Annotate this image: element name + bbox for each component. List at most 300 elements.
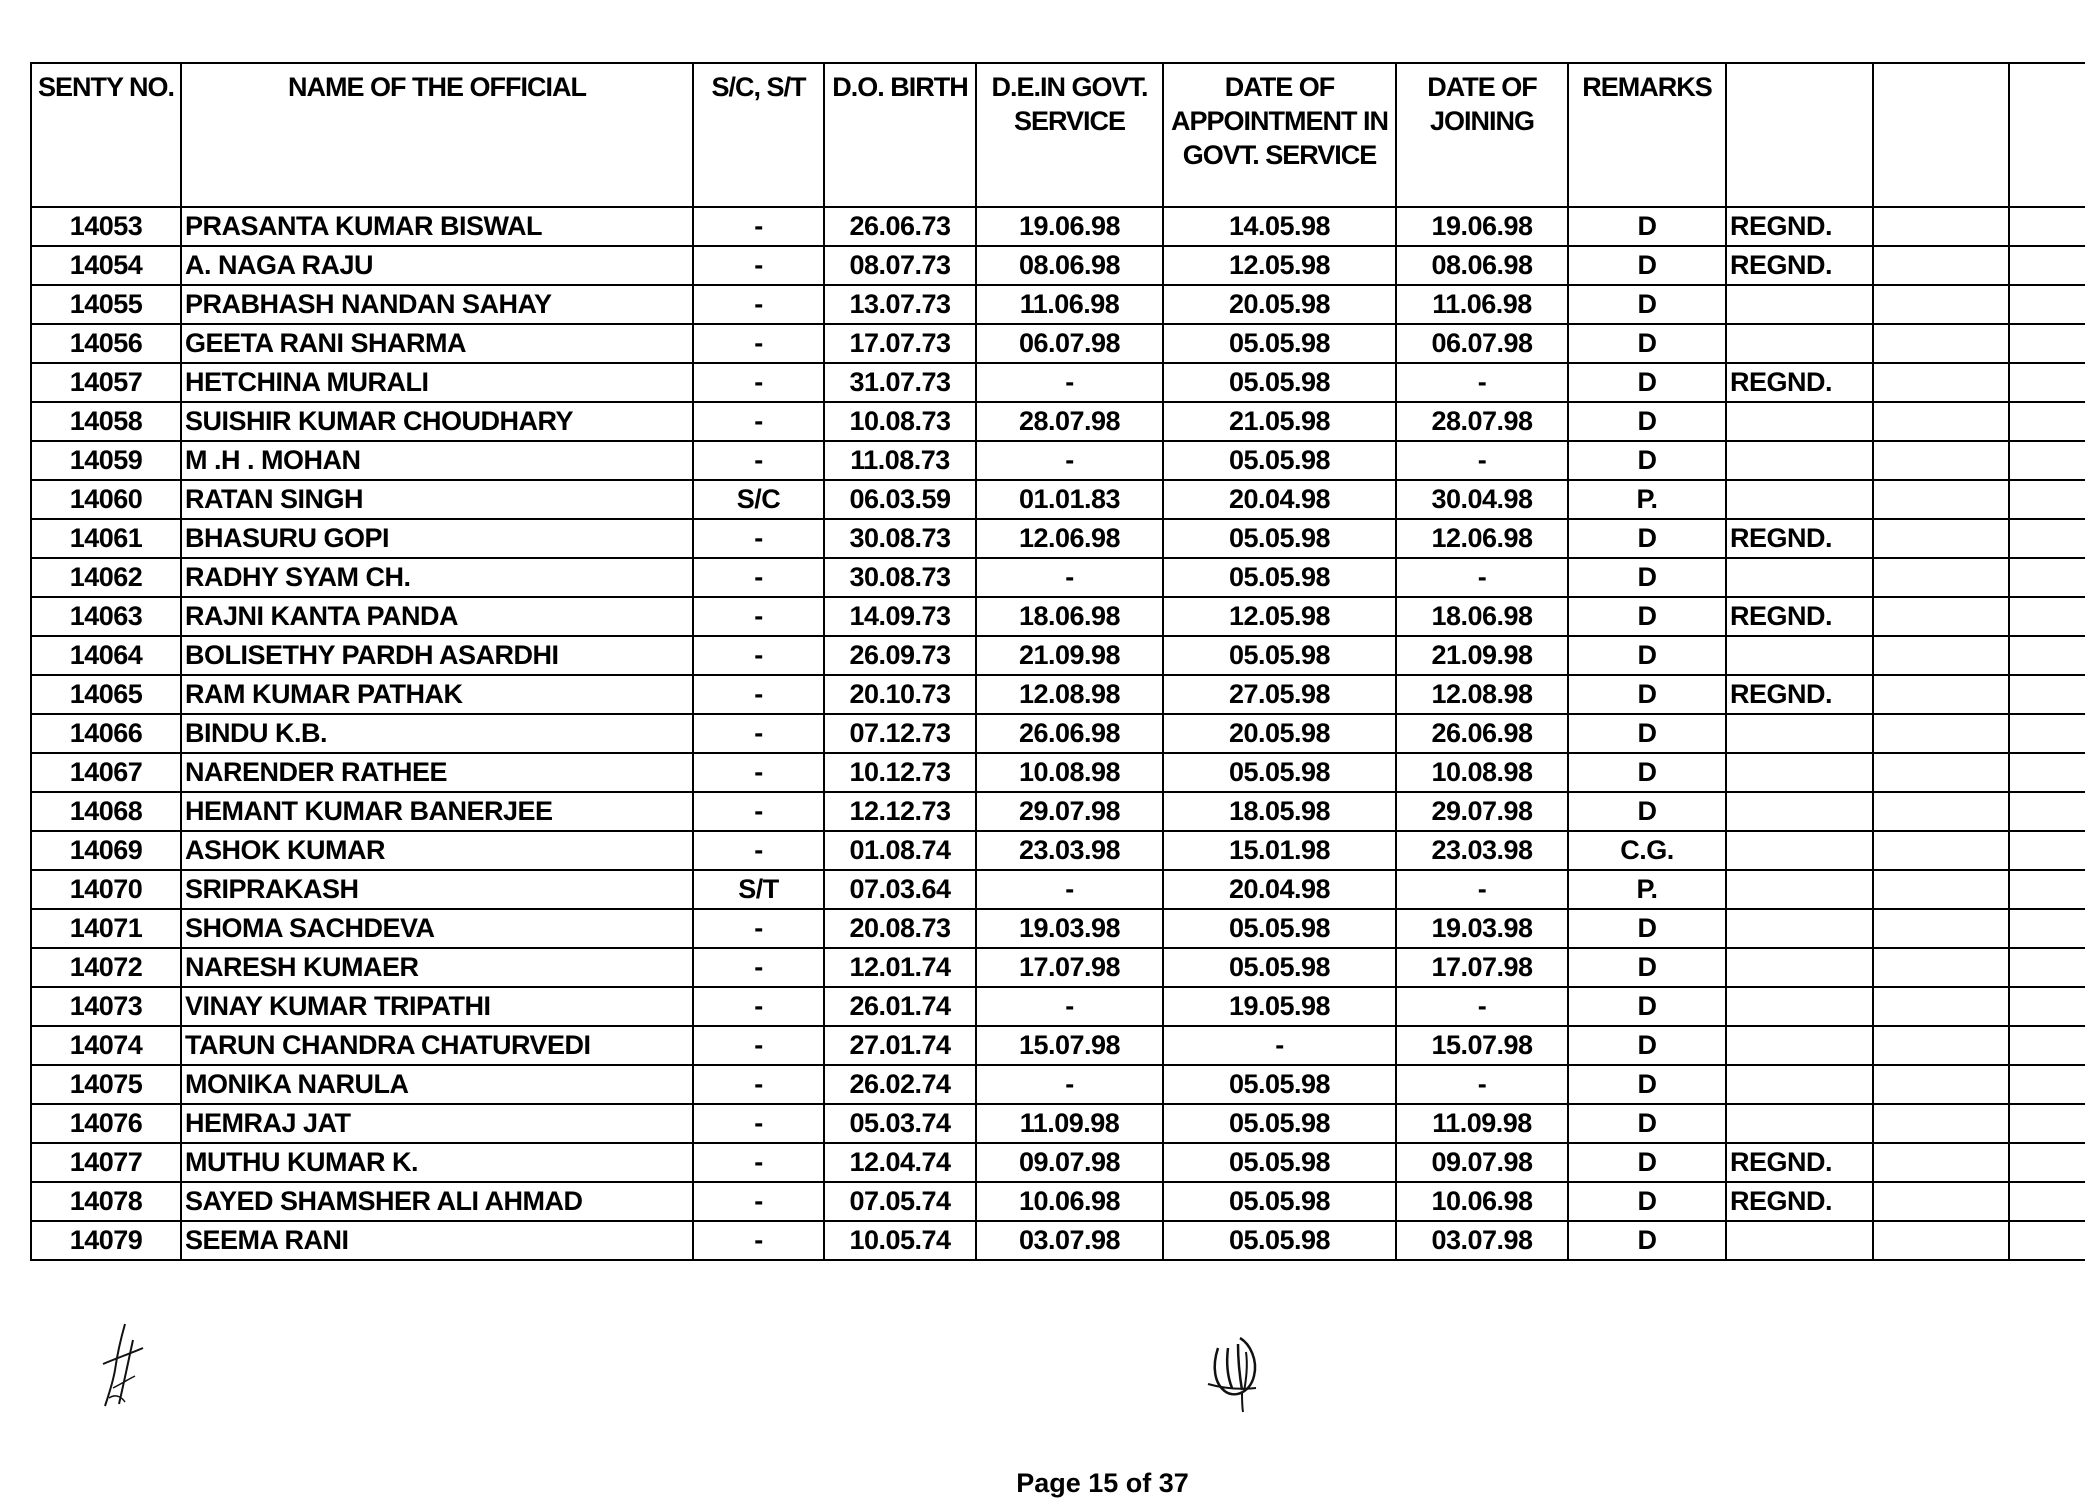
- remarks-cell: D: [1568, 1104, 1726, 1143]
- blank-cell: [1873, 987, 2009, 1026]
- senty-no-cell: 14069: [31, 831, 181, 870]
- senty-no-cell: 14077: [31, 1143, 181, 1182]
- official-name-cell: SHOMA SACHDEVA: [181, 909, 693, 948]
- date-of-birth-cell: 26.06.73: [824, 207, 976, 246]
- date-of-joining-cell: 28.07.98: [1396, 402, 1568, 441]
- remarks-cell: D: [1568, 597, 1726, 636]
- table-row: [31, 324, 2085, 363]
- sc-st-cell: -: [693, 753, 824, 792]
- official-name-cell: TARUN CHANDRA CHATURVEDI: [181, 1026, 693, 1065]
- regnd-note-cell: [1726, 285, 1873, 324]
- table-row: [31, 246, 2085, 285]
- senty-no-cell: 14066: [31, 714, 181, 753]
- de-in-govt-service-cell: -: [976, 441, 1163, 480]
- date-of-joining-cell: -: [1396, 558, 1568, 597]
- senty-no-cell: 14076: [31, 1104, 181, 1143]
- de-in-govt-service-cell: 23.03.98: [976, 831, 1163, 870]
- remarks-cell: D: [1568, 1065, 1726, 1104]
- date-of-birth-cell: 10.05.74: [824, 1221, 976, 1260]
- remarks-cell: P.: [1568, 480, 1726, 519]
- blank-cell: [2009, 1221, 2085, 1260]
- seniority-table: [30, 62, 2085, 1261]
- de-in-govt-service-cell: 10.06.98: [976, 1182, 1163, 1221]
- blank-cell: [2009, 1104, 2085, 1143]
- date-of-appointment-cell: 20.04.98: [1163, 480, 1396, 519]
- table-body: [31, 207, 2085, 1260]
- header-blank-1: [1726, 63, 1873, 207]
- regnd-note-cell: REGND.: [1726, 519, 1873, 558]
- table-row: [31, 1026, 2085, 1065]
- de-in-govt-service-cell: 01.01.83: [976, 480, 1163, 519]
- official-name-cell: MUTHU KUMAR K.: [181, 1143, 693, 1182]
- date-of-appointment-cell: 05.05.98: [1163, 636, 1396, 675]
- blank-cell: [1873, 714, 2009, 753]
- date-of-joining-cell: 30.04.98: [1396, 480, 1568, 519]
- blank-cell: [2009, 831, 2085, 870]
- remarks-cell: P.: [1568, 870, 1726, 909]
- remarks-cell: D: [1568, 441, 1726, 480]
- table-row: [31, 597, 2085, 636]
- sc-st-cell: -: [693, 636, 824, 675]
- regnd-note-cell: [1726, 558, 1873, 597]
- blank-cell: [2009, 792, 2085, 831]
- date-of-birth-cell: 12.01.74: [824, 948, 976, 987]
- de-in-govt-service-cell: 03.07.98: [976, 1221, 1163, 1260]
- table-row: [31, 987, 2085, 1026]
- remarks-cell: D: [1568, 324, 1726, 363]
- blank-cell: [1873, 1026, 2009, 1065]
- sc-st-cell: -: [693, 324, 824, 363]
- blank-cell: [1873, 207, 2009, 246]
- date-of-joining-cell: 06.07.98: [1396, 324, 1568, 363]
- blank-cell: [2009, 207, 2085, 246]
- regnd-note-cell: [1726, 909, 1873, 948]
- senty-no-cell: 14065: [31, 675, 181, 714]
- date-of-birth-cell: 14.09.73: [824, 597, 976, 636]
- date-of-appointment-cell: 20.04.98: [1163, 870, 1396, 909]
- senty-no-cell: 14075: [31, 1065, 181, 1104]
- remarks-cell: D: [1568, 792, 1726, 831]
- de-in-govt-service-cell: -: [976, 987, 1163, 1026]
- date-of-appointment-cell: 05.05.98: [1163, 1104, 1396, 1143]
- signature-left-icon: [95, 1318, 155, 1410]
- senty-no-cell: 14054: [31, 246, 181, 285]
- table-row: [31, 909, 2085, 948]
- date-of-joining-cell: 09.07.98: [1396, 1143, 1568, 1182]
- date-of-joining-cell: 10.08.98: [1396, 753, 1568, 792]
- senty-no-cell: 14060: [31, 480, 181, 519]
- date-of-appointment-cell: 14.05.98: [1163, 207, 1396, 246]
- regnd-note-cell: REGND.: [1726, 207, 1873, 246]
- regnd-note-cell: REGND.: [1726, 675, 1873, 714]
- date-of-birth-cell: 26.02.74: [824, 1065, 976, 1104]
- date-of-joining-cell: 11.06.98: [1396, 285, 1568, 324]
- sc-st-cell: S/C: [693, 480, 824, 519]
- date-of-birth-cell: 05.03.74: [824, 1104, 976, 1143]
- date-of-birth-cell: 27.01.74: [824, 1026, 976, 1065]
- header-senty-no: SENTY NO.: [31, 63, 181, 207]
- official-name-cell: BINDU K.B.: [181, 714, 693, 753]
- remarks-cell: D: [1568, 519, 1726, 558]
- page-number: Page 15 of 37: [1016, 1468, 1189, 1498]
- blank-cell: [2009, 1065, 2085, 1104]
- de-in-govt-service-cell: 11.06.98: [976, 285, 1163, 324]
- date-of-joining-cell: -: [1396, 1065, 1568, 1104]
- blank-cell: [2009, 675, 2085, 714]
- senty-no-cell: 14073: [31, 987, 181, 1026]
- sc-st-cell: -: [693, 441, 824, 480]
- blank-cell: [2009, 909, 2085, 948]
- table-row: [31, 870, 2085, 909]
- remarks-cell: D: [1568, 636, 1726, 675]
- official-name-cell: RADHY SYAM CH.: [181, 558, 693, 597]
- blank-cell: [2009, 1182, 2085, 1221]
- remarks-cell: D: [1568, 363, 1726, 402]
- de-in-govt-service-cell: 12.06.98: [976, 519, 1163, 558]
- date-of-birth-cell: 07.03.64: [824, 870, 976, 909]
- remarks-cell: D: [1568, 558, 1726, 597]
- blank-cell: [2009, 285, 2085, 324]
- sc-st-cell: -: [693, 1026, 824, 1065]
- table-row: [31, 753, 2085, 792]
- header-blank-2: [1873, 63, 2009, 207]
- official-name-cell: A. NAGA RAJU: [181, 246, 693, 285]
- sc-st-cell: -: [693, 675, 824, 714]
- regnd-note-cell: [1726, 441, 1873, 480]
- de-in-govt-service-cell: -: [976, 558, 1163, 597]
- senty-no-cell: 14055: [31, 285, 181, 324]
- senty-no-cell: 14058: [31, 402, 181, 441]
- table-row: [31, 519, 2085, 558]
- date-of-joining-cell: -: [1396, 987, 1568, 1026]
- date-of-appointment-cell: 05.05.98: [1163, 1065, 1396, 1104]
- de-in-govt-service-cell: -: [976, 363, 1163, 402]
- date-of-birth-cell: 31.07.73: [824, 363, 976, 402]
- official-name-cell: HETCHINA MURALI: [181, 363, 693, 402]
- date-of-appointment-cell: 20.05.98: [1163, 714, 1396, 753]
- table-row: [31, 1143, 2085, 1182]
- remarks-cell: D: [1568, 987, 1726, 1026]
- official-name-cell: SAYED SHAMSHER ALI AHMAD: [181, 1182, 693, 1221]
- date-of-birth-cell: 07.12.73: [824, 714, 976, 753]
- de-in-govt-service-cell: 09.07.98: [976, 1143, 1163, 1182]
- date-of-birth-cell: 11.08.73: [824, 441, 976, 480]
- blank-cell: [2009, 636, 2085, 675]
- sc-st-cell: -: [693, 363, 824, 402]
- blank-cell: [1873, 402, 2009, 441]
- table-row: [31, 1104, 2085, 1143]
- table-row: [31, 402, 2085, 441]
- sc-st-cell: S/T: [693, 870, 824, 909]
- senty-no-cell: 14053: [31, 207, 181, 246]
- date-of-birth-cell: 08.07.73: [824, 246, 976, 285]
- date-of-appointment-cell: 05.05.98: [1163, 909, 1396, 948]
- de-in-govt-service-cell: -: [976, 1065, 1163, 1104]
- date-of-birth-cell: 10.08.73: [824, 402, 976, 441]
- date-of-joining-cell: 08.06.98: [1396, 246, 1568, 285]
- blank-cell: [2009, 1026, 2085, 1065]
- de-in-govt-service-cell: 28.07.98: [976, 402, 1163, 441]
- senty-no-cell: 14074: [31, 1026, 181, 1065]
- date-of-appointment-cell: -: [1163, 1026, 1396, 1065]
- date-of-appointment-cell: 21.05.98: [1163, 402, 1396, 441]
- date-of-joining-cell: 12.08.98: [1396, 675, 1568, 714]
- date-of-birth-cell: 30.08.73: [824, 558, 976, 597]
- remarks-cell: D: [1568, 1182, 1726, 1221]
- header-date-of-appointment: DATE OF APPOINTMENT IN GOVT. SERVICE: [1163, 63, 1396, 207]
- remarks-cell: C.G.: [1568, 831, 1726, 870]
- regnd-note-cell: [1726, 831, 1873, 870]
- date-of-joining-cell: 12.06.98: [1396, 519, 1568, 558]
- blank-cell: [1873, 636, 2009, 675]
- regnd-note-cell: [1726, 1065, 1873, 1104]
- header-remarks: REMARKS: [1568, 63, 1726, 207]
- official-name-cell: SUISHIR KUMAR CHOUDHARY: [181, 402, 693, 441]
- blank-cell: [2009, 987, 2085, 1026]
- regnd-note-cell: [1726, 792, 1873, 831]
- sc-st-cell: -: [693, 519, 824, 558]
- date-of-appointment-cell: 05.05.98: [1163, 558, 1396, 597]
- sc-st-cell: -: [693, 246, 824, 285]
- blank-cell: [2009, 714, 2085, 753]
- senty-no-cell: 14056: [31, 324, 181, 363]
- senty-no-cell: 14070: [31, 870, 181, 909]
- blank-cell: [1873, 558, 2009, 597]
- date-of-joining-cell: -: [1396, 441, 1568, 480]
- date-of-appointment-cell: 05.05.98: [1163, 753, 1396, 792]
- blank-cell: [1873, 831, 2009, 870]
- blank-cell: [1873, 519, 2009, 558]
- date-of-appointment-cell: 05.05.98: [1163, 1182, 1396, 1221]
- blank-cell: [2009, 519, 2085, 558]
- date-of-joining-cell: -: [1396, 363, 1568, 402]
- sc-st-cell: -: [693, 987, 824, 1026]
- date-of-joining-cell: 29.07.98: [1396, 792, 1568, 831]
- remarks-cell: D: [1568, 714, 1726, 753]
- date-of-joining-cell: 11.09.98: [1396, 1104, 1568, 1143]
- regnd-note-cell: [1726, 1221, 1873, 1260]
- regnd-note-cell: [1726, 324, 1873, 363]
- sc-st-cell: -: [693, 792, 824, 831]
- sc-st-cell: -: [693, 909, 824, 948]
- official-name-cell: HEMANT KUMAR BANERJEE: [181, 792, 693, 831]
- official-name-cell: PRASANTA KUMAR BISWAL: [181, 207, 693, 246]
- de-in-govt-service-cell: 11.09.98: [976, 1104, 1163, 1143]
- date-of-appointment-cell: 05.05.98: [1163, 363, 1396, 402]
- blank-cell: [2009, 402, 2085, 441]
- regnd-note-cell: [1726, 987, 1873, 1026]
- official-name-cell: RAM KUMAR PATHAK: [181, 675, 693, 714]
- sc-st-cell: -: [693, 1104, 824, 1143]
- blank-cell: [1873, 285, 2009, 324]
- date-of-birth-cell: 26.01.74: [824, 987, 976, 1026]
- table-row: [31, 207, 2085, 246]
- remarks-cell: D: [1568, 1143, 1726, 1182]
- date-of-joining-cell: 21.09.98: [1396, 636, 1568, 675]
- sc-st-cell: -: [693, 558, 824, 597]
- remarks-cell: D: [1568, 753, 1726, 792]
- de-in-govt-service-cell: 19.06.98: [976, 207, 1163, 246]
- blank-cell: [2009, 948, 2085, 987]
- blank-cell: [1873, 792, 2009, 831]
- official-name-cell: HEMRAJ JAT: [181, 1104, 693, 1143]
- official-name-cell: RATAN SINGH: [181, 480, 693, 519]
- header-blank-3: [2009, 63, 2085, 207]
- blank-cell: [1873, 1221, 2009, 1260]
- date-of-joining-cell: 03.07.98: [1396, 1221, 1568, 1260]
- official-name-cell: NARESH KUMAER: [181, 948, 693, 987]
- table-row: [31, 480, 2085, 519]
- senty-no-cell: 14059: [31, 441, 181, 480]
- table-row: [31, 1065, 2085, 1104]
- sc-st-cell: -: [693, 714, 824, 753]
- regnd-note-cell: [1726, 948, 1873, 987]
- blank-cell: [1873, 870, 2009, 909]
- blank-cell: [1873, 909, 2009, 948]
- regnd-note-cell: [1726, 753, 1873, 792]
- date-of-birth-cell: 12.12.73: [824, 792, 976, 831]
- date-of-joining-cell: 19.06.98: [1396, 207, 1568, 246]
- header-name-of-official: NAME OF THE OFFICIAL: [181, 63, 693, 207]
- table-row: [31, 363, 2085, 402]
- senty-no-cell: 14057: [31, 363, 181, 402]
- blank-cell: [1873, 1182, 2009, 1221]
- sc-st-cell: -: [693, 1221, 824, 1260]
- sc-st-cell: -: [693, 207, 824, 246]
- official-name-cell: SEEMA RANI: [181, 1221, 693, 1260]
- remarks-cell: D: [1568, 1221, 1726, 1260]
- official-name-cell: M .H . MOHAN: [181, 441, 693, 480]
- remarks-cell: D: [1568, 285, 1726, 324]
- senty-no-cell: 14071: [31, 909, 181, 948]
- official-name-cell: NARENDER RATHEE: [181, 753, 693, 792]
- de-in-govt-service-cell: 12.08.98: [976, 675, 1163, 714]
- de-in-govt-service-cell: 26.06.98: [976, 714, 1163, 753]
- blank-cell: [1873, 324, 2009, 363]
- senty-no-cell: 14072: [31, 948, 181, 987]
- table-row: [31, 675, 2085, 714]
- table-row: [31, 714, 2085, 753]
- date-of-birth-cell: 12.04.74: [824, 1143, 976, 1182]
- table-row: [31, 792, 2085, 831]
- date-of-birth-cell: 30.08.73: [824, 519, 976, 558]
- table-row: [31, 1182, 2085, 1221]
- blank-cell: [1873, 1143, 2009, 1182]
- senty-no-cell: 14061: [31, 519, 181, 558]
- date-of-joining-cell: 18.06.98: [1396, 597, 1568, 636]
- remarks-cell: D: [1568, 207, 1726, 246]
- blank-cell: [2009, 441, 2085, 480]
- regnd-note-cell: [1726, 714, 1873, 753]
- regnd-note-cell: REGND.: [1726, 246, 1873, 285]
- date-of-appointment-cell: 05.05.98: [1163, 1143, 1396, 1182]
- remarks-cell: D: [1568, 675, 1726, 714]
- date-of-appointment-cell: 20.05.98: [1163, 285, 1396, 324]
- date-of-birth-cell: 10.12.73: [824, 753, 976, 792]
- date-of-appointment-cell: 05.05.98: [1163, 1221, 1396, 1260]
- table-row: [31, 1221, 2085, 1260]
- blank-cell: [2009, 363, 2085, 402]
- date-of-joining-cell: 15.07.98: [1396, 1026, 1568, 1065]
- date-of-birth-cell: 07.05.74: [824, 1182, 976, 1221]
- remarks-cell: D: [1568, 246, 1726, 285]
- table-row: [31, 636, 2085, 675]
- blank-cell: [2009, 324, 2085, 363]
- regnd-note-cell: REGND.: [1726, 1143, 1873, 1182]
- official-name-cell: BHASURU GOPI: [181, 519, 693, 558]
- official-name-cell: GEETA RANI SHARMA: [181, 324, 693, 363]
- official-name-cell: VINAY KUMAR TRIPATHI: [181, 987, 693, 1026]
- date-of-birth-cell: 06.03.59: [824, 480, 976, 519]
- blank-cell: [1873, 1065, 2009, 1104]
- header-de-in-govt-service: D.E.IN GOVT. SERVICE: [976, 63, 1163, 207]
- date-of-joining-cell: 17.07.98: [1396, 948, 1568, 987]
- de-in-govt-service-cell: 18.06.98: [976, 597, 1163, 636]
- date-of-appointment-cell: 15.01.98: [1163, 831, 1396, 870]
- date-of-appointment-cell: 27.05.98: [1163, 675, 1396, 714]
- date-of-joining-cell: -: [1396, 870, 1568, 909]
- date-of-appointment-cell: 12.05.98: [1163, 597, 1396, 636]
- table-row: [31, 558, 2085, 597]
- official-name-cell: BOLISETHY PARDH ASARDHI: [181, 636, 693, 675]
- blank-cell: [1873, 363, 2009, 402]
- de-in-govt-service-cell: 17.07.98: [976, 948, 1163, 987]
- sc-st-cell: -: [693, 1065, 824, 1104]
- sc-st-cell: -: [693, 285, 824, 324]
- sc-st-cell: -: [693, 1182, 824, 1221]
- de-in-govt-service-cell: 21.09.98: [976, 636, 1163, 675]
- regnd-note-cell: [1726, 870, 1873, 909]
- regnd-note-cell: [1726, 1026, 1873, 1065]
- regnd-note-cell: REGND.: [1726, 1182, 1873, 1221]
- blank-cell: [1873, 441, 2009, 480]
- senty-no-cell: 14078: [31, 1182, 181, 1221]
- blank-cell: [2009, 870, 2085, 909]
- de-in-govt-service-cell: 29.07.98: [976, 792, 1163, 831]
- date-of-birth-cell: 20.08.73: [824, 909, 976, 948]
- de-in-govt-service-cell: -: [976, 870, 1163, 909]
- date-of-appointment-cell: 05.05.98: [1163, 948, 1396, 987]
- sc-st-cell: -: [693, 948, 824, 987]
- blank-cell: [2009, 246, 2085, 285]
- de-in-govt-service-cell: 06.07.98: [976, 324, 1163, 363]
- de-in-govt-service-cell: 15.07.98: [976, 1026, 1163, 1065]
- official-name-cell: MONIKA NARULA: [181, 1065, 693, 1104]
- senty-no-cell: 14063: [31, 597, 181, 636]
- remarks-cell: D: [1568, 402, 1726, 441]
- blank-cell: [1873, 753, 2009, 792]
- de-in-govt-service-cell: 08.06.98: [976, 246, 1163, 285]
- senty-no-cell: 14064: [31, 636, 181, 675]
- sc-st-cell: -: [693, 1143, 824, 1182]
- sc-st-cell: -: [693, 597, 824, 636]
- table-row: [31, 285, 2085, 324]
- table-row: [31, 948, 2085, 987]
- blank-cell: [1873, 1104, 2009, 1143]
- de-in-govt-service-cell: 10.08.98: [976, 753, 1163, 792]
- sc-st-cell: -: [693, 402, 824, 441]
- blank-cell: [2009, 558, 2085, 597]
- remarks-cell: D: [1568, 909, 1726, 948]
- regnd-note-cell: [1726, 636, 1873, 675]
- blank-cell: [1873, 597, 2009, 636]
- senty-no-cell: 14062: [31, 558, 181, 597]
- header-date-of-joining: DATE OF JOINING: [1396, 63, 1568, 207]
- date-of-birth-cell: 01.08.74: [824, 831, 976, 870]
- sc-st-cell: -: [693, 831, 824, 870]
- regnd-note-cell: REGND.: [1726, 597, 1873, 636]
- date-of-appointment-cell: 05.05.98: [1163, 324, 1396, 363]
